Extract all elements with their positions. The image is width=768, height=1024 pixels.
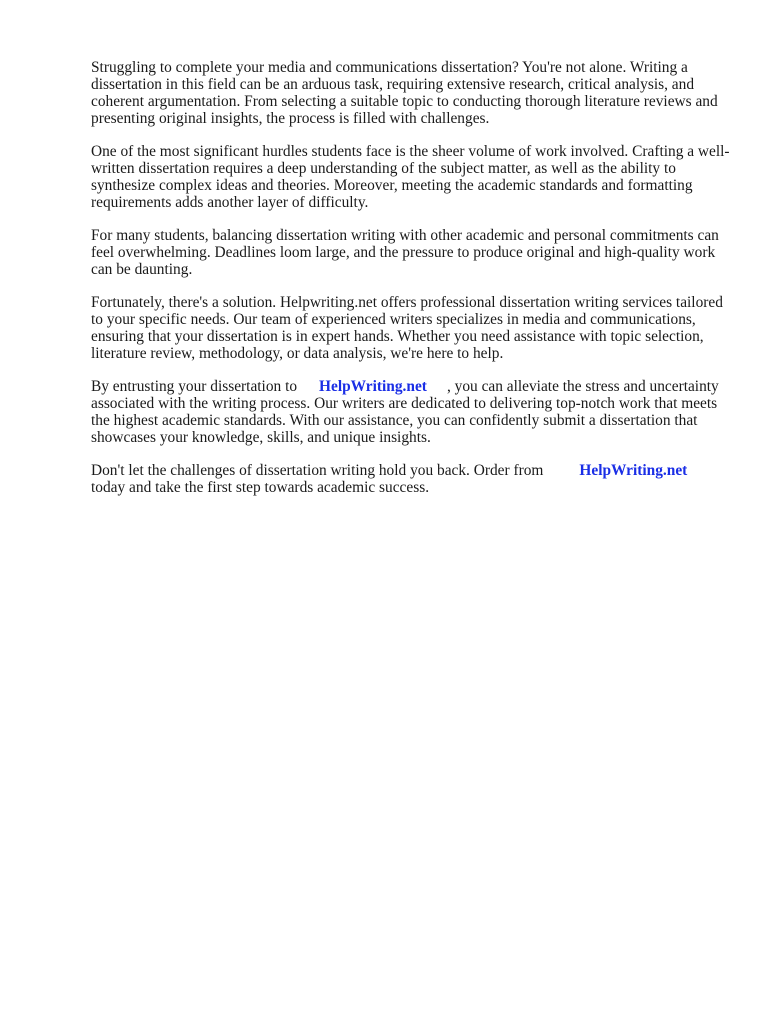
entrusting-text-before: By entrusting your dissertation to [91,378,298,395]
document-body [91,59,731,512]
paragraph-hurdles: One of the most significant hurdles students face is the sheer volume of work involved. Crafting a well-written dissertation requires a deep understanding of the subject matter, as well as the ability to synthesize complex ideas and theories. Moreover, meeting the academic standards and formatting requirements adds another layer of difficulty. [91,143,730,211]
helpwriting-order-link[interactable]: HelpWriting.net [579,462,688,479]
paragraph-entrusting [91,378,731,446]
paragraph-intro: Struggling to complete your media and communications dissertation? You're not alone. Writing a dissertation in this field can be an arduous task, requiring extensive research, critical analysis, and coherent argumentation. From selecting a suitable topic to conducting thorough literature reviews and presenting original insights, the process is filled with challenges. [91,59,718,127]
entrusting-text-after: , you can alleviate the stress and uncertainty associated with the writing process. Our writers are dedicated to delivering top-notch work that meets the highest academic standards. With our assistance, you can confidently submit a dissertation that showcases your knowledge, skills, and unique insights. [91,378,719,446]
order-text-after: today and take the first step towards academic success. [91,479,430,496]
helpwriting-link[interactable]: HelpWriting.net [319,378,427,395]
paragraph-balancing: For many students, balancing dissertation writing with other academic and personal commitments can feel overwhelming. Deadlines loom large, and the pressure to produce original and high-quality work can be daunting. [91,227,719,278]
paragraph-solution: Fortunately, there's a solution. Helpwriting.net offers professional dissertation writing services tailored to your specific needs. Our team of experienced writers specializes in media and communications, ensuring that your dissertation is in expert hands. Whether you need assistance with topic selection, literature review, methodology, or data analysis, we're here to help. [91,294,723,362]
paragraph-order [91,462,731,496]
order-text-before: Don't let the challenges of dissertation writing hold you back. Order from [91,462,544,479]
